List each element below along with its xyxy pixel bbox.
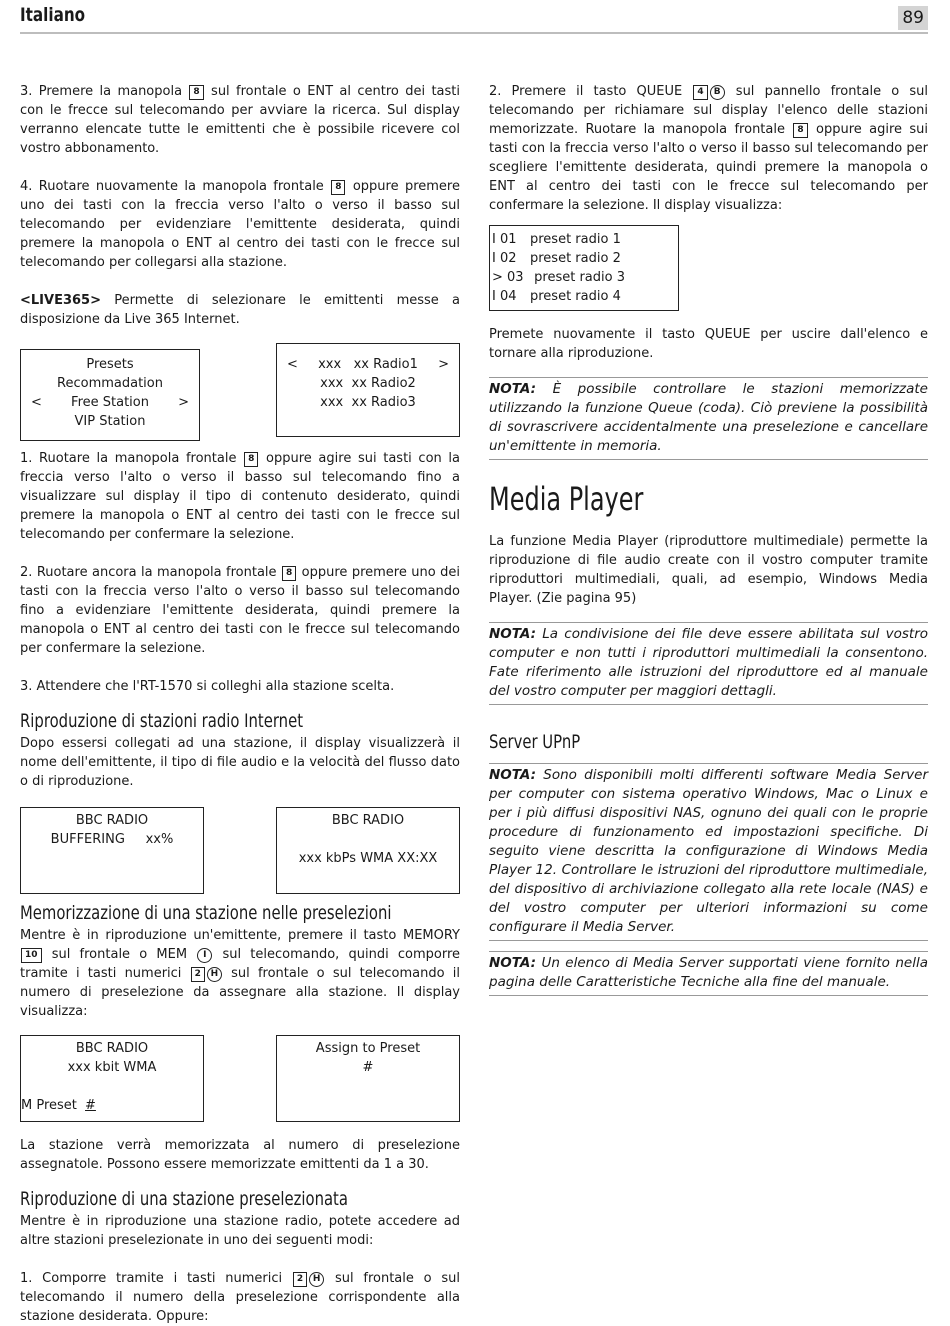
numeric-key-icon: 2 bbox=[293, 1272, 307, 1287]
note-sharing: NOTA: La condivisione dei file deve essere abilitata sul vostro computer e non tutti i riproduttori multimediali la consentono. Fate riferimento alle istruzioni del riproduttore ed al manuale del vostro computer per maggiori dettagli. bbox=[489, 622, 928, 705]
preset-list-display bbox=[489, 225, 679, 311]
queue-exit-paragraph: Premete nuovamente il tasto QUEUE per uscire dall'elenco e tornare alla riproduzione. bbox=[489, 327, 928, 361]
left-arrow-icon: < bbox=[31, 395, 42, 410]
lcd-menu-display: Presets Recommadation < Free Station > VIP Station bbox=[20, 349, 200, 441]
numeric-key-icon: 2 bbox=[191, 967, 205, 982]
numeric-button-icon: H bbox=[309, 1272, 324, 1287]
media-player-paragraph: La funzione Media Player (riproduttore multimediale) permette la riproduzione di file audio create con il vostro computer tramite riproduttori multimediali, quali, ad esempio, Windows Media Player. (Zie pagina 95) bbox=[489, 534, 928, 606]
knob-key-icon: 8 bbox=[331, 180, 345, 195]
right-arrow-icon: > bbox=[438, 357, 449, 372]
live365-paragraph: <LIVE365> Permette di selezionare le emittenti messe a disposizione da Live 365 Internet. bbox=[20, 293, 460, 327]
section-heading-media-player: Media Player bbox=[489, 480, 644, 518]
list-item: I 04 preset radio 4 bbox=[492, 289, 621, 304]
internet-paragraph: Dopo essersi collegati ad una stazione, il display visualizzerà il nome dell'emittente, il tipo di file audio e la velocità del flusso dato o di riproduzione. bbox=[20, 736, 460, 789]
page-number: 89 bbox=[898, 6, 928, 30]
lcd-bitrate-display: BBC RADIO xxx kbPs WMA XX:XX bbox=[276, 807, 460, 894]
lcd-memory-display: BBC RADIO xxx kbit WMA M Preset # bbox=[20, 1035, 204, 1122]
memorize-paragraph: Mentre è in riproduzione un'emittente, premere il tasto MEMORY 10 sul frontale o MEM I sul telecomando, quindi comporre tramite i tasti numerici 2 H sul frontale o sul telecomando il numero di preselezione da assegnare alla stazione. Il display visualizza: bbox=[20, 928, 461, 1019]
lcd-assign-display: Assign to Preset # bbox=[276, 1035, 460, 1122]
right-arrow-icon: > bbox=[178, 395, 189, 410]
note-media-server: NOTA: Sono disponibili molti differenti software Media Server per computer con sistema operativo Windows, Mac o Linux e per i più diffusi dispositivi NAS, ognuno dei quali con le proprie procedure di funzionamento ed impostazioni specifiche. Di seguito viene descritta la configurazione di Windows Media Player 12. Controllare le istruzioni del riproduttore multimediale, del dispositivo di archiviazione collegato alla rete locale (NAS) e del vostro computer per ulteriori informazioni su come configurare il Media Server. bbox=[489, 763, 928, 941]
section-heading-upnp: Server UPnP bbox=[489, 731, 581, 753]
mem-button-icon: I bbox=[197, 948, 212, 963]
knob-key-icon: 8 bbox=[793, 123, 807, 138]
live365-displays bbox=[20, 343, 460, 441]
memory-key-icon: 10 bbox=[21, 948, 42, 963]
list-item: > 03 preset radio 3 bbox=[492, 270, 625, 285]
note-queue: NOTA: È possibile controllare le stazioni memorizzate utilizzando la funzione Queue (coda). Ciò previene la possibilità di sovrascrivere accidentalmente una preselezione e cancellare un'emittente in memoria. bbox=[489, 377, 928, 460]
knob-key-icon: 8 bbox=[244, 452, 258, 467]
left-arrow-icon: < bbox=[287, 357, 298, 372]
section-heading-preset-play: Riproduzione di una stazione preselezionata bbox=[20, 1188, 348, 1210]
step-3-paragraph: 3. Premere la manopola 8 sul frontale o ENT al centro dei tasti con le frecce sul telecomando per avviare la ricerca. Sul display verranno elencate tutte le emittenti che è possibile ricevere col vostro abbonamento. bbox=[20, 84, 460, 156]
memorize-displays bbox=[20, 1035, 460, 1122]
select-step-1: 1. Ruotare la manopola frontale 8 oppure agire sui tasti con la freccia verso l'alto o verso il basso sul telecomando fino a visualizzare sul display il tipo di contenuto desiderato, quindi premere la manopola o ENT al centro dei tasti con le frecce sul telecomando per confermare la selezione. bbox=[20, 451, 460, 542]
step-4-paragraph: 4. Ruotare nuovamente la manopola frontale 8 oppure premere uno dei tasti con la freccia verso l'alto o verso il basso sul telecomando per evidenziare l'emittente desiderata, quindi premere la manopola o ENT al centro dei tasti con le frecce sul telecomando per collegarsi alla stazione. bbox=[20, 179, 460, 270]
queue-key-icon: 4 bbox=[693, 85, 707, 100]
select-step-3: 3. Attendere che l'RT-1570 si colleghi alla stazione scelta. bbox=[20, 679, 395, 694]
lcd-buffering-display: BBC RADIO BUFFERING xx% bbox=[20, 807, 204, 894]
page-header bbox=[20, 0, 928, 34]
preset-play-paragraph: Mentre è in riproduzione una stazione radio, potete accedere ad altre stazioni preselezionate in uno dei seguenti modi: bbox=[20, 1214, 460, 1248]
memorize-result-paragraph: La stazione verrà memorizzata al numero di preselezione assegnatole. Possono essere memorizzate emittenti da 1 a 30. bbox=[20, 1138, 460, 1172]
language-label: Italiano bbox=[20, 4, 86, 26]
knob-key-icon: 8 bbox=[189, 85, 203, 100]
section-heading-internet: Riproduzione di stazioni radio Internet bbox=[20, 710, 304, 732]
preset-play-step-1: 1. Comporre tramite i tasti numerici 2 H sul frontale o sul telecomando il numero della preselezione corrispondente alla stazione desiderata. Oppure: bbox=[20, 1271, 460, 1324]
queue-button-icon: B bbox=[710, 85, 725, 100]
note-supported-servers: NOTA: Un elenco di Media Server supportati viene fornito nella pagina delle Caratteristiche Tecniche alla fine del manuale. bbox=[489, 951, 928, 996]
playback-displays bbox=[20, 807, 460, 894]
left-column bbox=[20, 82, 460, 1326]
numeric-button-icon: H bbox=[207, 967, 222, 982]
section-heading-memorize: Memorizzazione di una stazione nelle preselezioni bbox=[20, 902, 392, 924]
right-column bbox=[489, 82, 928, 1006]
lcd-station-display: < xxx xx Radio1 > xxx xx Radio2 xxx xx Radio3 bbox=[276, 343, 460, 437]
queue-step-2: 2. Premere il tasto QUEUE 4 B sul pannello frontale o sul telecomando per richiamare sul display l'elenco delle stazioni memorizzate. Ruotare la manopola frontale 8 oppure agire sui tasti con la freccia verso l'alto o verso il basso sul telecomando per scegliere l'emittente desiderata, quindi premere la manopola o ENT al centro dei tasti con le frecce sul telecomando per confermare la selezione. Il display visualizza: bbox=[489, 84, 928, 213]
knob-key-icon: 8 bbox=[282, 566, 296, 581]
select-step-2: 2. Ruotare ancora la manopola frontale 8 oppure premere uno dei tasti con la freccia verso l'alto o verso il basso sul telecomando fino a evidenziare l'emittente desiderata, quindi premere la manopola o ENT al centro dei tasti con le frecce sul telecomando per confermare la selezione. bbox=[20, 565, 460, 656]
live365-tag: <LIVE365> bbox=[20, 293, 101, 308]
list-item: I 02 preset radio 2 bbox=[492, 251, 621, 266]
list-item: I 01 preset radio 1 bbox=[492, 232, 621, 247]
